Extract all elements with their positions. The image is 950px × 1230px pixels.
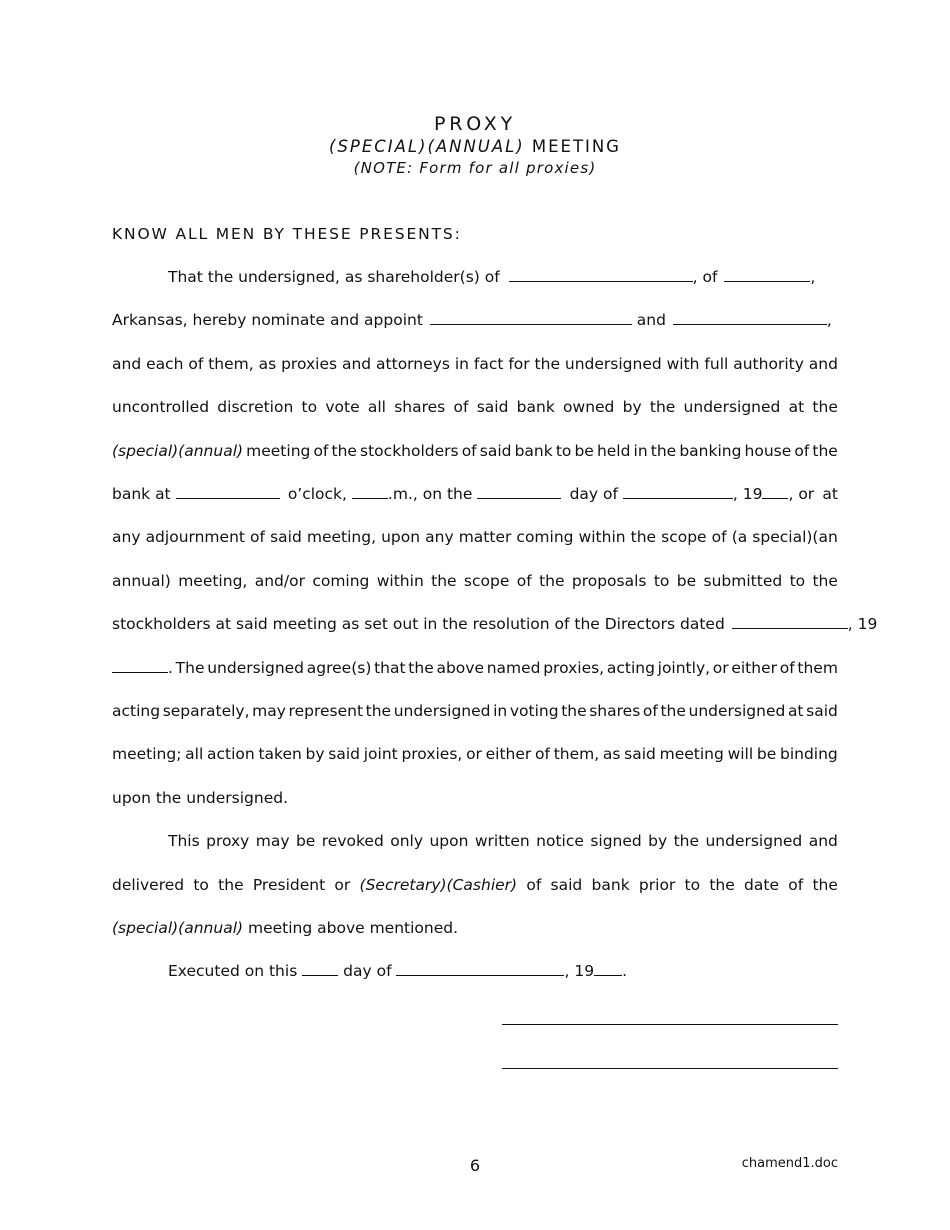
word: for <box>508 355 530 373</box>
line6-at: at <box>822 485 838 503</box>
word: any <box>112 528 141 546</box>
body-line-15 <box>112 873 838 897</box>
word: them, <box>553 745 600 763</box>
signature-line-1[interactable] <box>502 1024 838 1025</box>
line17-text-b: day of <box>343 962 392 980</box>
line9-text-b: , 19 <box>847 615 878 633</box>
word: bank <box>516 398 555 416</box>
word: said <box>550 876 583 894</box>
word: coming <box>516 528 574 546</box>
word: signed <box>590 832 642 850</box>
body-line-13: upon the undersigned. <box>112 789 289 807</box>
word: meeting, <box>178 572 248 590</box>
word: in <box>454 355 469 373</box>
word: them <box>797 659 838 677</box>
word: the <box>561 702 587 720</box>
word: said <box>624 745 656 763</box>
word: either <box>731 659 777 677</box>
file-name: chamend1.doc <box>741 1156 838 1171</box>
subtitle-italic: (SPECIAL)(ANNUAL) <box>329 137 525 156</box>
body-line-11 <box>112 699 838 723</box>
body-line-14 <box>168 829 838 853</box>
word: the <box>649 398 676 416</box>
word: fact <box>473 355 504 373</box>
word: said <box>806 702 838 720</box>
body-line-17 <box>168 959 838 983</box>
page-number: 6 <box>469 1156 481 1175</box>
word: This <box>168 832 200 850</box>
line2-text-a: Arkansas, hereby nominate and appoint <box>112 311 423 329</box>
know-all-heading: KNOW ALL MEN BY THESE PRESENTS: <box>112 225 462 243</box>
first-proxy-blank[interactable] <box>430 309 632 325</box>
word: the <box>709 876 735 894</box>
word: taken <box>258 745 302 763</box>
line6-oclock: o’clock, <box>287 485 347 503</box>
word: and <box>341 355 372 373</box>
body-line-5 <box>112 439 838 463</box>
body-line-1 <box>168 265 838 289</box>
line6-day-of: day of <box>569 485 618 503</box>
word: proposals <box>571 572 647 590</box>
word: vote <box>325 398 360 416</box>
word: and <box>808 832 838 850</box>
word: owned <box>563 398 615 416</box>
subtitle-rest: MEETING <box>524 137 621 156</box>
word: the <box>431 572 457 590</box>
word: separately, <box>162 702 250 720</box>
word: adjournment <box>145 528 245 546</box>
word: either <box>485 745 532 763</box>
body-line-2 <box>112 308 838 332</box>
word: be <box>676 572 697 590</box>
line6-nineteen: , 19 <box>732 485 763 503</box>
word: proxies <box>281 355 338 373</box>
word: annual) <box>112 572 171 590</box>
word: the <box>812 442 838 460</box>
word: and/or <box>254 572 305 590</box>
word: of <box>642 702 658 720</box>
word: jointly, <box>657 659 711 677</box>
word: of <box>711 528 727 546</box>
word: of <box>788 876 804 894</box>
word: undersigned <box>564 355 662 373</box>
word: of <box>453 398 469 416</box>
word: as <box>602 745 621 763</box>
word: shares <box>589 702 641 720</box>
word: held <box>596 442 631 460</box>
line16-italic: (special)(annual) <box>112 919 244 937</box>
word: all <box>185 745 204 763</box>
word: with <box>666 355 700 373</box>
executed-day-blank[interactable] <box>302 960 338 976</box>
italic-phrase: (special)(annual) <box>112 442 244 460</box>
word: uncontrolled <box>112 398 210 416</box>
resolution-date-blank[interactable] <box>732 613 848 629</box>
word: joint <box>363 745 398 763</box>
line2-text-c: , <box>826 311 832 329</box>
line9-text-a: stockholders at said meeting as set out in the resolution of the Directors dated <box>112 615 725 633</box>
meeting-day-blank[interactable] <box>477 483 561 499</box>
word: notice <box>536 832 584 850</box>
word: upon <box>429 832 469 850</box>
word: or <box>334 876 351 894</box>
body-line-9 <box>112 612 878 636</box>
word: to <box>653 572 670 590</box>
word: agree(s) <box>306 659 372 677</box>
word: acting <box>112 702 161 720</box>
line10-period: . <box>168 659 173 677</box>
word: them, <box>208 355 254 373</box>
word: named <box>486 659 541 677</box>
word: said <box>328 745 360 763</box>
word: each <box>146 355 184 373</box>
word: the <box>365 702 392 720</box>
word: submitted <box>703 572 783 590</box>
word: scope <box>463 572 510 590</box>
word: will <box>727 745 754 763</box>
word: authority <box>733 355 804 373</box>
word: the <box>218 876 244 894</box>
meeting-month-blank[interactable] <box>623 483 733 499</box>
word: undersigned <box>393 702 491 720</box>
word: meeting; <box>112 745 182 763</box>
word: that <box>374 659 406 677</box>
word: proxy <box>206 832 250 850</box>
location-blank[interactable] <box>724 266 810 282</box>
word: at <box>788 398 805 416</box>
line1-text-b: , of <box>692 268 718 286</box>
word: of <box>535 745 550 763</box>
line6-text-a <box>112 482 280 506</box>
word: by <box>648 832 668 850</box>
word: stockholders <box>360 442 459 460</box>
word: or <box>712 659 729 677</box>
word: acting <box>606 659 655 677</box>
word: to <box>555 442 572 460</box>
word: by <box>622 398 642 416</box>
word: may <box>252 702 286 720</box>
word: undersigned <box>207 659 305 677</box>
document-title: PROXY <box>433 113 517 135</box>
word: of <box>779 659 795 677</box>
word: the <box>331 442 357 460</box>
word: the <box>539 572 565 590</box>
word: in <box>493 702 508 720</box>
word: the <box>534 355 560 373</box>
word: date <box>744 876 779 894</box>
word: said <box>476 398 509 416</box>
word: said <box>270 528 302 546</box>
word: to <box>193 876 209 894</box>
italic-phrase: (Secretary)(Cashier) <box>359 876 518 894</box>
word: The <box>175 659 205 677</box>
word: all <box>367 398 386 416</box>
word: within <box>578 528 626 546</box>
body-line-6 <box>112 482 838 506</box>
word: represent <box>288 702 364 720</box>
word: only <box>390 832 424 850</box>
word: prior <box>638 876 676 894</box>
word: coming <box>312 572 370 590</box>
word: proxies, <box>543 659 605 677</box>
body-line-10 <box>112 656 838 680</box>
word: in <box>633 442 648 460</box>
body-line-7 <box>112 525 838 549</box>
word: binding <box>779 745 838 763</box>
word: special)(an <box>752 528 838 546</box>
shareholder-of-blank[interactable] <box>509 266 693 282</box>
word: and <box>112 355 142 373</box>
word: the <box>812 572 838 590</box>
line6-text-b <box>288 482 562 506</box>
word: undersigned <box>683 398 781 416</box>
word: be <box>295 832 316 850</box>
word: (a <box>731 528 748 546</box>
word: meeting <box>659 745 724 763</box>
body-line-12 <box>112 742 838 766</box>
line6-or: , or <box>788 485 815 503</box>
line10-lead <box>112 656 173 680</box>
word: the <box>408 659 434 677</box>
line17-text-d: . <box>622 962 627 980</box>
word: the <box>630 528 657 546</box>
word: bank <box>514 442 553 460</box>
word: scope <box>661 528 707 546</box>
executed-year-blank[interactable] <box>594 960 622 976</box>
word: at <box>787 702 804 720</box>
body-line-3 <box>112 352 838 376</box>
word: proxies, <box>401 745 463 763</box>
word: voting <box>509 702 559 720</box>
line1-text-c: , <box>810 268 816 286</box>
word: the <box>812 398 838 416</box>
word: as <box>258 355 277 373</box>
word: action <box>207 745 255 763</box>
word: of <box>516 572 532 590</box>
word: to <box>684 876 701 894</box>
document-subtitle <box>0 137 950 156</box>
word: undersigned <box>705 832 803 850</box>
word: and <box>808 355 838 373</box>
word: the <box>673 832 700 850</box>
word: be <box>756 745 777 763</box>
word: be <box>574 442 594 460</box>
second-proxy-blank[interactable] <box>673 309 827 325</box>
meeting-year-blank[interactable] <box>762 483 788 499</box>
word: of <box>313 442 329 460</box>
body-line-8 <box>112 569 838 593</box>
word: the <box>660 702 686 720</box>
word: house <box>744 442 792 460</box>
am-pm-blank[interactable] <box>352 483 388 499</box>
word: of <box>794 442 810 460</box>
time-blank[interactable] <box>176 483 280 499</box>
word: upon <box>381 528 421 546</box>
line17-text-c: , 19 <box>564 962 595 980</box>
word: shares <box>394 398 446 416</box>
word: full <box>704 355 729 373</box>
word: matter <box>458 528 512 546</box>
line16-text: meeting above mentioned. <box>243 919 459 937</box>
document-note: (NOTE: Form for all proxies) <box>353 159 597 177</box>
resolution-year-blank[interactable] <box>112 657 168 673</box>
word: of <box>188 355 204 373</box>
body-line-4 <box>112 395 838 419</box>
word: bank <box>591 876 630 894</box>
word: President <box>252 876 326 894</box>
line1-text-a: That the undersigned, as shareholder(s) of <box>168 268 500 286</box>
line6-on-the: .m., on the <box>387 485 473 503</box>
word: any <box>425 528 454 546</box>
line17-text-a: Executed on this <box>168 962 298 980</box>
word: meeting <box>246 442 311 460</box>
word: above <box>436 659 484 677</box>
word: to <box>789 572 806 590</box>
word: by <box>305 745 325 763</box>
word: undersigned <box>688 702 786 720</box>
word: the <box>812 876 838 894</box>
word: of <box>461 442 477 460</box>
word: banking <box>679 442 742 460</box>
word: written <box>474 832 530 850</box>
executed-month-blank[interactable] <box>396 960 564 976</box>
line6-bank-at: bank at <box>112 485 171 503</box>
line6-text-c <box>570 482 815 506</box>
word: of <box>250 528 265 546</box>
word: meeting, <box>306 528 377 546</box>
word: within <box>376 572 424 590</box>
word: of <box>526 876 542 894</box>
word: attorneys <box>376 355 450 373</box>
word: said <box>479 442 512 460</box>
word: or <box>466 745 482 763</box>
word: discretion <box>217 398 294 416</box>
word: delivered <box>112 876 185 894</box>
word: may <box>255 832 290 850</box>
word: to <box>301 398 318 416</box>
body-line-16 <box>112 916 838 940</box>
word: the <box>650 442 677 460</box>
line2-text-b: and <box>636 311 666 329</box>
word: revoked <box>321 832 384 850</box>
signature-line-2[interactable] <box>502 1068 838 1069</box>
